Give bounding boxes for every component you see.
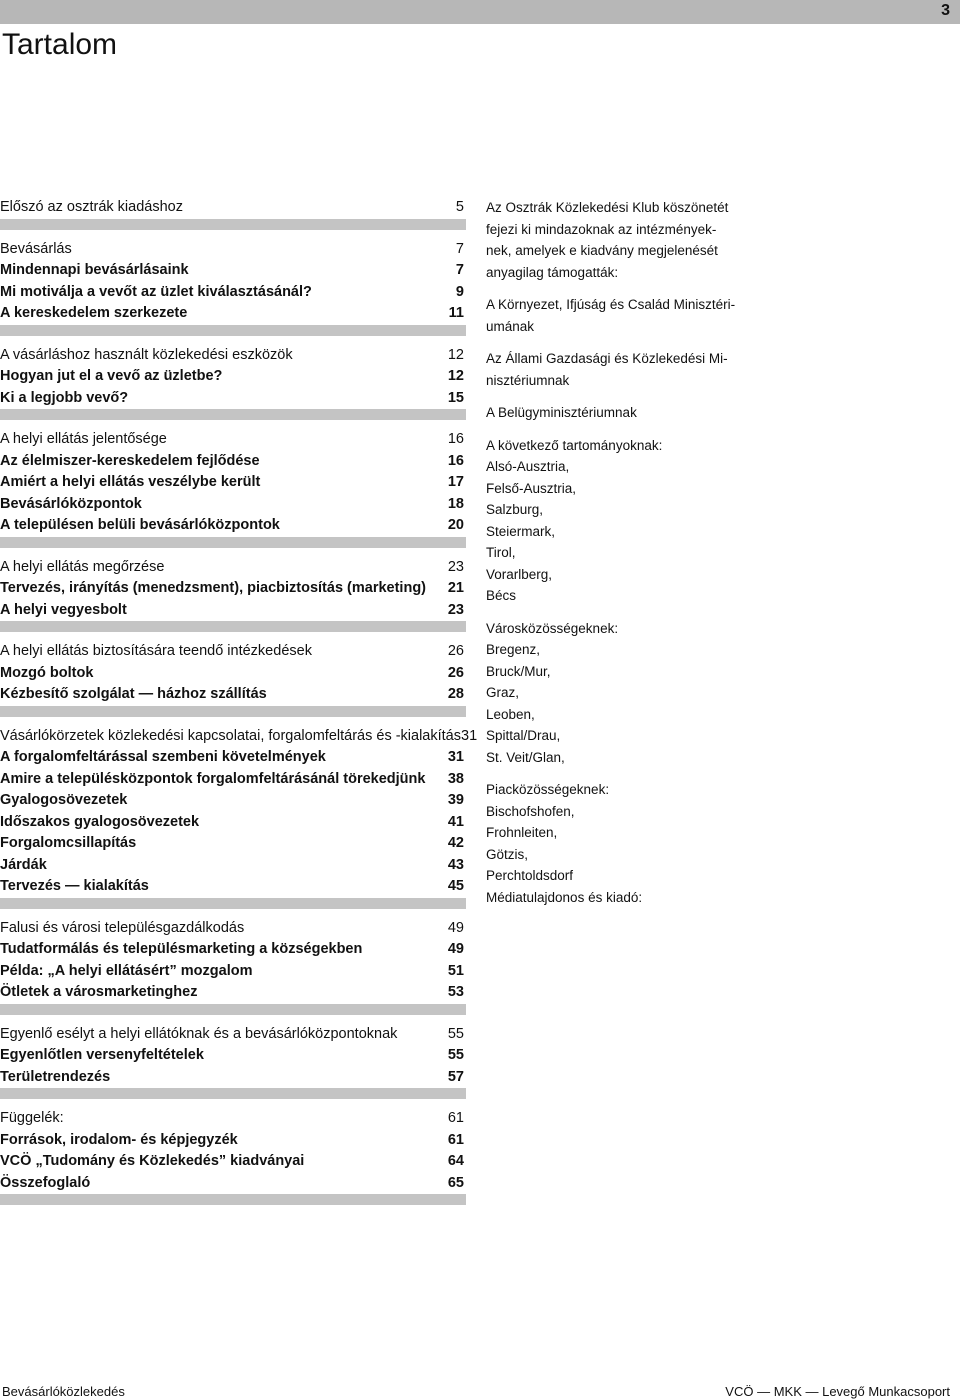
footer-left: Bevásárlóközlekedés — [2, 1384, 125, 1399]
toc-entry[interactable] — [0, 663, 466, 685]
toc-entry[interactable] — [0, 515, 466, 537]
toc-entry-label: Járdák — [0, 856, 47, 873]
acknowledgement-line: Piacközösségeknek: — [486, 782, 610, 797]
toc-section — [0, 197, 466, 230]
toc-entry[interactable] — [0, 684, 466, 706]
toc-entry-label: Vásárlókörzetek közlekedési kapcsolatai, forgalomfeltárás és -kialakítás — [0, 727, 461, 744]
toc-entry[interactable] — [0, 918, 466, 940]
toc-entry[interactable] — [0, 833, 466, 855]
section-divider — [0, 219, 466, 230]
toc-entry-label: Gyalogosövezetek — [0, 792, 128, 808]
toc-entry-page: 12 — [447, 346, 464, 363]
toc-entry-label: Falusi és városi településgazdálkodás — [0, 919, 245, 936]
toc-entry-label: Tudatformálás és településmarketing a községekben — [0, 941, 363, 957]
toc-entry[interactable] — [0, 876, 466, 898]
toc-entry[interactable] — [0, 472, 466, 494]
acknowledgement-line: Steiermark, — [486, 523, 556, 539]
toc-entry-page: 38 — [447, 770, 464, 787]
acknowledgement-line: Városközösségeknek: — [486, 620, 619, 636]
toc-entry-page: 49 — [447, 941, 464, 957]
acknowledgement-line: Felső-Ausztria, — [486, 480, 577, 496]
acknowledgement-paragraph — [486, 435, 716, 607]
toc-entry-page: 41 — [447, 813, 464, 830]
acknowledgement-line: nisztériumnak — [486, 372, 570, 388]
toc-entry-label: Források, irodalom- és képjegyzék — [0, 1131, 238, 1148]
toc-entry[interactable] — [0, 1130, 466, 1152]
toc-entry-label: A vásárláshoz használt közlekedési eszközök — [0, 346, 293, 363]
footer-right: VCÖ — MKK — Levegő Munkacsoport — [725, 1384, 950, 1399]
acknowledgement-line: anyagilag támogatták: — [486, 264, 619, 280]
toc-entry-page: 7 — [455, 262, 464, 278]
toc-entry-page: 53 — [447, 984, 464, 1000]
toc-entry[interactable] — [0, 366, 466, 388]
acknowledgement-line: Spittal/Drau, — [486, 728, 561, 743]
toc-entry[interactable] — [0, 855, 466, 877]
toc-entry[interactable] — [0, 812, 466, 834]
section-divider — [0, 325, 466, 336]
toc-entry-page: 45 — [447, 878, 464, 894]
toc-entry-page: 31 — [461, 727, 478, 744]
toc-entry[interactable] — [0, 197, 466, 219]
toc-entry[interactable] — [0, 790, 466, 812]
acknowledgement-line: nek, amelyek e kiadvány megjelenését — [486, 243, 718, 258]
acknowledgement-paragraph — [486, 402, 716, 424]
toc-entry-page: 16 — [447, 431, 464, 447]
toc-entry-label: Amire a településközpontok forgalomfeltárásánál törekedjünk — [0, 770, 426, 787]
toc-entry-label: Tervezés, irányítás (menedzsment), piacbiztosítás (marketing) — [0, 580, 427, 596]
toc-entry-label: Bevásárlóközpontok — [0, 495, 142, 512]
toc-entry[interactable] — [0, 1173, 466, 1195]
toc-entry-page: 20 — [447, 517, 464, 533]
toc-entry-label: Időszakos gyalogosövezetek — [0, 813, 200, 830]
acknowledgement-line: Bruck/Mur, — [486, 663, 551, 679]
toc-entry[interactable] — [0, 578, 466, 600]
toc-entry-page: 21 — [447, 580, 464, 596]
toc-entry[interactable] — [0, 557, 466, 579]
acknowledgement-line: A Belügyminisztériumnak — [486, 405, 637, 420]
toc-entry-label: A településen belüli bevásárlóközpontok — [0, 517, 280, 533]
acknowledgement-paragraph — [486, 197, 729, 283]
toc-section — [0, 1108, 466, 1205]
toc-entry-page: 17 — [447, 474, 464, 490]
toc-entry[interactable] — [0, 260, 466, 282]
toc-entry-label: Hogyan jut el a vevő az üzletbe? — [0, 368, 223, 384]
toc-entry-page: 12 — [447, 368, 464, 384]
toc-entry-page: 61 — [447, 1131, 464, 1148]
acknowledgement-paragraph — [486, 348, 728, 391]
header-bar — [0, 0, 960, 24]
toc-entry[interactable] — [0, 747, 466, 769]
toc-entry-label: Példa: „A helyi ellátásért” mozgalom — [0, 962, 253, 979]
toc-entry-page: 26 — [447, 664, 464, 681]
toc-entry-page: 64 — [447, 1153, 464, 1169]
toc-entry-label: Kézbesítő szolgálat — házhoz szállítás — [0, 686, 267, 702]
acknowledgement-line: Az Osztrák Közlekedési Klub köszönetét — [486, 200, 729, 215]
section-divider — [0, 621, 466, 632]
toc-entry[interactable] — [0, 1024, 466, 1046]
toc-entry-page: 16 — [447, 452, 464, 469]
toc-entry-page: 23 — [447, 558, 464, 575]
toc-entry-label: Tervezés — kialakítás — [0, 878, 149, 894]
toc-entry-page: 28 — [447, 686, 464, 702]
toc-entry-page: 9 — [455, 283, 464, 300]
toc-entry-label: Előszó az osztrák kiadáshoz — [0, 199, 183, 215]
toc-entry-label: Bevásárlás — [0, 240, 72, 257]
toc-entry[interactable] — [0, 429, 466, 451]
toc-entry-label: Mi motiválja a vevőt az üzlet kiválasztásánál? — [0, 283, 312, 300]
toc-entry-page: 26 — [447, 643, 464, 659]
acknowledgement-line: Perchtoldsdorf — [486, 868, 574, 883]
toc-entry-page: 55 — [447, 1047, 464, 1063]
toc-entry-label: Egyenlő esélyt a helyi ellátóknak és a bevásárlóközpontoknak — [0, 1025, 398, 1042]
toc-entry-page: 65 — [447, 1174, 464, 1191]
toc-entry[interactable] — [0, 239, 466, 261]
toc-entry[interactable] — [0, 282, 466, 304]
section-divider — [0, 409, 466, 420]
toc-entry-label: A forgalomfeltárással szembeni követelmények — [0, 749, 326, 765]
acknowledgement-line: fejezi ki mindazoknak az intézmények- — [486, 221, 717, 237]
toc-entry-label: A kereskedelem szerkezete — [0, 305, 188, 321]
toc-entry-page: 15 — [447, 389, 464, 406]
toc-entry[interactable] — [0, 726, 478, 748]
acknowledgement-line: Bécs — [486, 588, 517, 603]
acknowledgements — [486, 197, 736, 919]
toc-entry-label: VCÖ „Tudomány és Közlekedés” kiadványai — [0, 1153, 305, 1169]
acknowledgement-paragraph — [486, 294, 736, 337]
toc-entry[interactable] — [0, 939, 466, 961]
toc-entry-label: Területrendezés — [0, 1068, 111, 1085]
toc-entry-label: Forgalomcsillapítás — [0, 835, 137, 851]
toc-section — [0, 345, 466, 421]
acknowledgement-line: Bischofshofen, — [486, 803, 575, 819]
section-divider — [0, 537, 466, 548]
toc-entry[interactable] — [0, 600, 466, 622]
toc-entry-label: Ki a legjobb vevő? — [0, 389, 129, 406]
toc-entry-page: 57 — [447, 1068, 464, 1085]
toc-entry-page: 55 — [447, 1025, 464, 1042]
toc-entry-label: Amiért a helyi ellátás veszélybe került — [0, 474, 261, 490]
acknowledgement-line: A következő tartományoknak: — [486, 437, 663, 453]
acknowledgement-line: Vorarlberg, — [486, 566, 553, 582]
toc-entry[interactable] — [0, 388, 466, 410]
toc-entry-label: Egyenlőtlen versenyfeltételek — [0, 1047, 204, 1063]
toc-entry-label: Függelék: — [0, 1110, 64, 1126]
toc-section — [0, 641, 466, 717]
acknowledgement-line: St. Veit/Glan, — [486, 749, 565, 765]
toc-entry-page: 31 — [447, 749, 464, 765]
toc-entry[interactable] — [0, 345, 466, 367]
table-of-contents — [0, 197, 478, 1214]
toc-entry-label: Az élelmiszer-kereskedelem fejlődése — [0, 452, 260, 469]
toc-entry[interactable] — [0, 451, 466, 473]
toc-entry-page: 5 — [455, 199, 464, 215]
toc-section — [0, 239, 466, 336]
toc-section — [0, 918, 466, 1015]
section-divider — [0, 1194, 466, 1205]
acknowledgement-paragraph — [486, 618, 716, 769]
acknowledgement-line: umának — [486, 318, 535, 334]
toc-entry[interactable] — [0, 1151, 466, 1173]
toc-section — [0, 557, 466, 633]
page-title: Tartalom — [2, 28, 118, 61]
toc-entry-label: A helyi ellátás jelentősége — [0, 431, 167, 447]
acknowledgement-line: Salzburg, — [486, 502, 544, 517]
toc-entry[interactable] — [0, 1108, 466, 1130]
toc-entry[interactable] — [0, 303, 466, 325]
acknowledgement-line: Leoben, — [486, 706, 535, 722]
acknowledgement-line: A Környezet, Ifjúság és Család Minisztéri- — [486, 297, 736, 312]
toc-entry-label: A helyi ellátás megőrzése — [0, 558, 165, 575]
toc-entry-page: 43 — [447, 856, 464, 873]
toc-entry-page: 49 — [447, 919, 464, 936]
section-divider — [0, 1088, 466, 1099]
toc-entry-page: 18 — [447, 495, 464, 512]
toc-entry-label: A helyi vegyesbolt — [0, 601, 127, 618]
toc-entry-page: 11 — [448, 305, 464, 321]
toc-section — [0, 1024, 466, 1100]
toc-entry[interactable] — [0, 769, 466, 791]
acknowledgement-line: Frohnleiten, — [486, 825, 558, 840]
acknowledgement-paragraph — [486, 779, 716, 908]
toc-entry-label: Ötletek a városmarketinghez — [0, 984, 198, 1000]
toc-entry-page: 51 — [447, 962, 464, 979]
toc-entry[interactable] — [0, 1067, 466, 1089]
toc-entry[interactable] — [0, 494, 466, 516]
toc-entry[interactable] — [0, 982, 466, 1004]
toc-entry-label: Összefoglaló — [0, 1174, 91, 1191]
toc-entry[interactable] — [0, 1045, 466, 1067]
toc-entry-label: Mozgó boltok — [0, 664, 94, 681]
page-number: 3 — [941, 2, 950, 19]
acknowledgement-line: Médiatulajdonos és kiadó: — [486, 889, 643, 905]
section-divider — [0, 706, 466, 717]
toc-section — [0, 429, 466, 548]
toc-entry-page: 39 — [447, 792, 464, 808]
toc-section — [0, 726, 478, 909]
acknowledgement-line: Graz, — [486, 685, 520, 700]
acknowledgement-line: Tirol, — [486, 545, 516, 560]
acknowledgement-line: Alsó-Ausztria, — [486, 459, 570, 474]
toc-entry-page: 23 — [447, 601, 464, 618]
section-divider — [0, 898, 466, 909]
acknowledgement-line: Götzis, — [486, 846, 529, 862]
toc-entry-label: A helyi ellátás biztosítására teendő intézkedések — [0, 643, 312, 659]
toc-entry-page: 61 — [447, 1110, 464, 1126]
toc-entry-page: 42 — [447, 835, 464, 851]
toc-entry[interactable] — [0, 641, 466, 663]
section-divider — [0, 1004, 466, 1015]
acknowledgement-line: Bregenz, — [486, 642, 541, 657]
toc-entry[interactable] — [0, 961, 466, 983]
toc-entry-label: Mindennapi bevásárlásaink — [0, 262, 189, 278]
toc-entry-page: 7 — [455, 240, 464, 257]
acknowledgement-line: Az Állami Gazdasági és Közlekedési Mi- — [486, 351, 728, 366]
